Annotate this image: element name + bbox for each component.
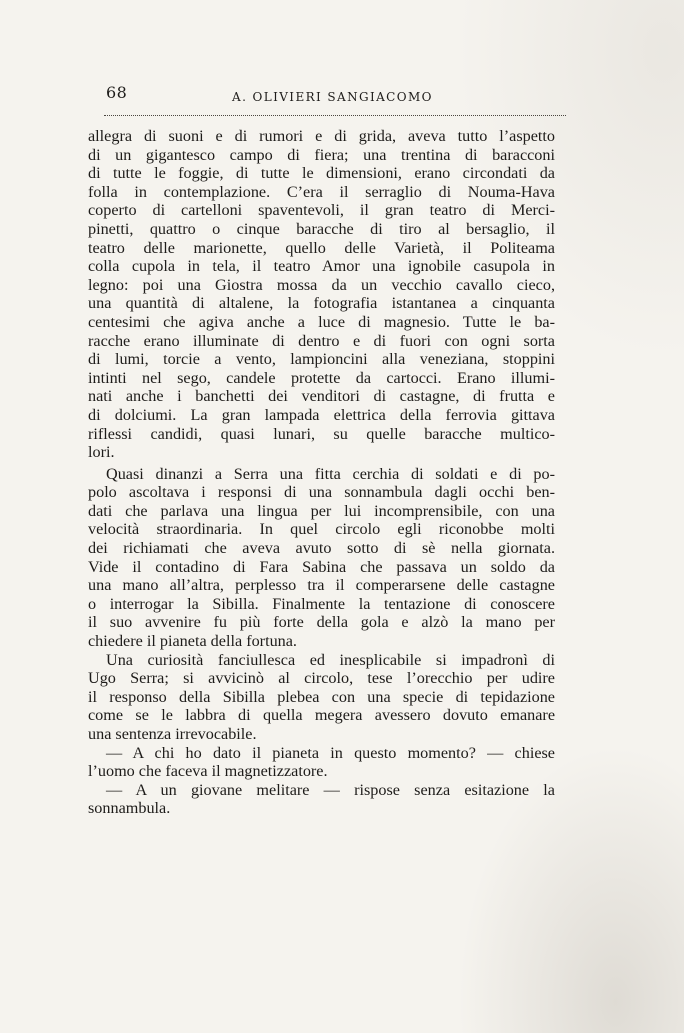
text-line: teatro delle marionette, quello delle Varietà, il Politeama: [88, 238, 555, 257]
text-line: polo ascoltava i responsi di una sonnambula dagli occhi ben-: [88, 483, 555, 502]
text-line: centesimi che agiva anche a luce di magnesio. Tutte le ba-: [88, 312, 555, 331]
text-line: intinti nel sego, candele protette da cartocci. Erano illumi-: [88, 368, 555, 387]
text-line: dati che parlava una lingua per lui incomprensibile, con una: [88, 501, 555, 520]
header-rule: [104, 115, 566, 116]
text-line: colla cupola in tela, il teatro Amor una ignobile casupola in: [88, 257, 555, 276]
text-line: di lumi, torcie a vento, lampioncini alla veneziana, stoppini: [88, 350, 555, 369]
text-line: il suo avvenire fu più forte della gola e alzò la mano per: [88, 613, 555, 632]
text-line: dei richiamati che aveva avuto sotto di sè nella giornata.: [88, 539, 555, 558]
text-line: riflessi candidi, quasi lunari, su quelle baracche multico-: [88, 424, 555, 443]
text-line: una sentenza irrevocabile.: [88, 725, 257, 743]
text-line: legno: poi una Giostra mossa da un vecchio cavallo cieco,: [88, 275, 555, 294]
text-line: Ugo Serra; si avvicinò al circolo, tese l’orecchio per udire: [88, 669, 555, 688]
text-line: racche erano illuminate di dentro e di fuori con ogni sorta: [88, 331, 555, 350]
body-text: [88, 127, 555, 818]
text-line: Vide il contadino di Fara Sabina che passava un soldo da: [88, 557, 555, 576]
text-line: una mano all’altra, perplesso tra il comperarsene delle castagne: [88, 576, 555, 595]
text-line: o interrogar la Sibilla. Finalmente la tentazione di conoscere: [88, 594, 555, 613]
text-line: di dolciumi. La gran lampada elettrica della ferrovia gittava: [88, 405, 555, 424]
text-line: chiedere il pianeta della fortuna.: [88, 632, 297, 651]
text-line: sonnambula.: [88, 799, 171, 818]
text-line: nati anche i banchetti dei venditori di castagne, di frutta e: [88, 387, 555, 406]
paragraph-start-line: Una curiosità fanciullesca ed inesplicabile si impadronì di: [106, 650, 555, 669]
text-line: lori.: [88, 443, 115, 462]
text-line: pinetti, quattro o cinque baracche di tiro al bersaglio, il: [88, 219, 555, 238]
text-line: coperto di cartelloni spaventevoli, il gran teatro di Merci-: [88, 201, 555, 220]
text-line: l’uomo che faceva il magnetizzatore.: [88, 762, 328, 781]
dialogue-line: — A un giovane melitare — rispose senza esitazione la: [106, 780, 555, 799]
paragraph-start-line: Quasi dinanzi a Serra una fitta cerchia di soldati e di po-: [106, 464, 555, 483]
text-line: di tutte le foggie, di tutte le dimensioni, erano circondati da: [88, 164, 555, 183]
text-line: una quantità di altalene, la fotografia istantanea a cinquanta: [88, 294, 555, 313]
text-line: come se le labbra di quella megera avessero dovuto emanare: [88, 706, 555, 725]
page-number: 68: [106, 83, 128, 102]
running-head: A. OLIVIERI SANGIACOMO: [232, 90, 433, 104]
text-line: il responso della Sibilla plebea con una specie di tepidazione: [88, 687, 555, 706]
dialogue-line: — A chi ho dato il pianeta in questo momento? — chiese: [106, 743, 555, 762]
text-line: velocità straordinaria. In quel circolo egli riconobbe molti: [88, 520, 555, 539]
text-line: allegra di suoni e di rumori e di grida, aveva tutto l’aspetto: [88, 127, 555, 145]
text-line: di un gigantesco campo di fiera; una trentina di baracconi: [88, 145, 555, 164]
text-line: folla in contemplazione. C’era il serraglio di Nouma-Hava: [88, 182, 555, 201]
